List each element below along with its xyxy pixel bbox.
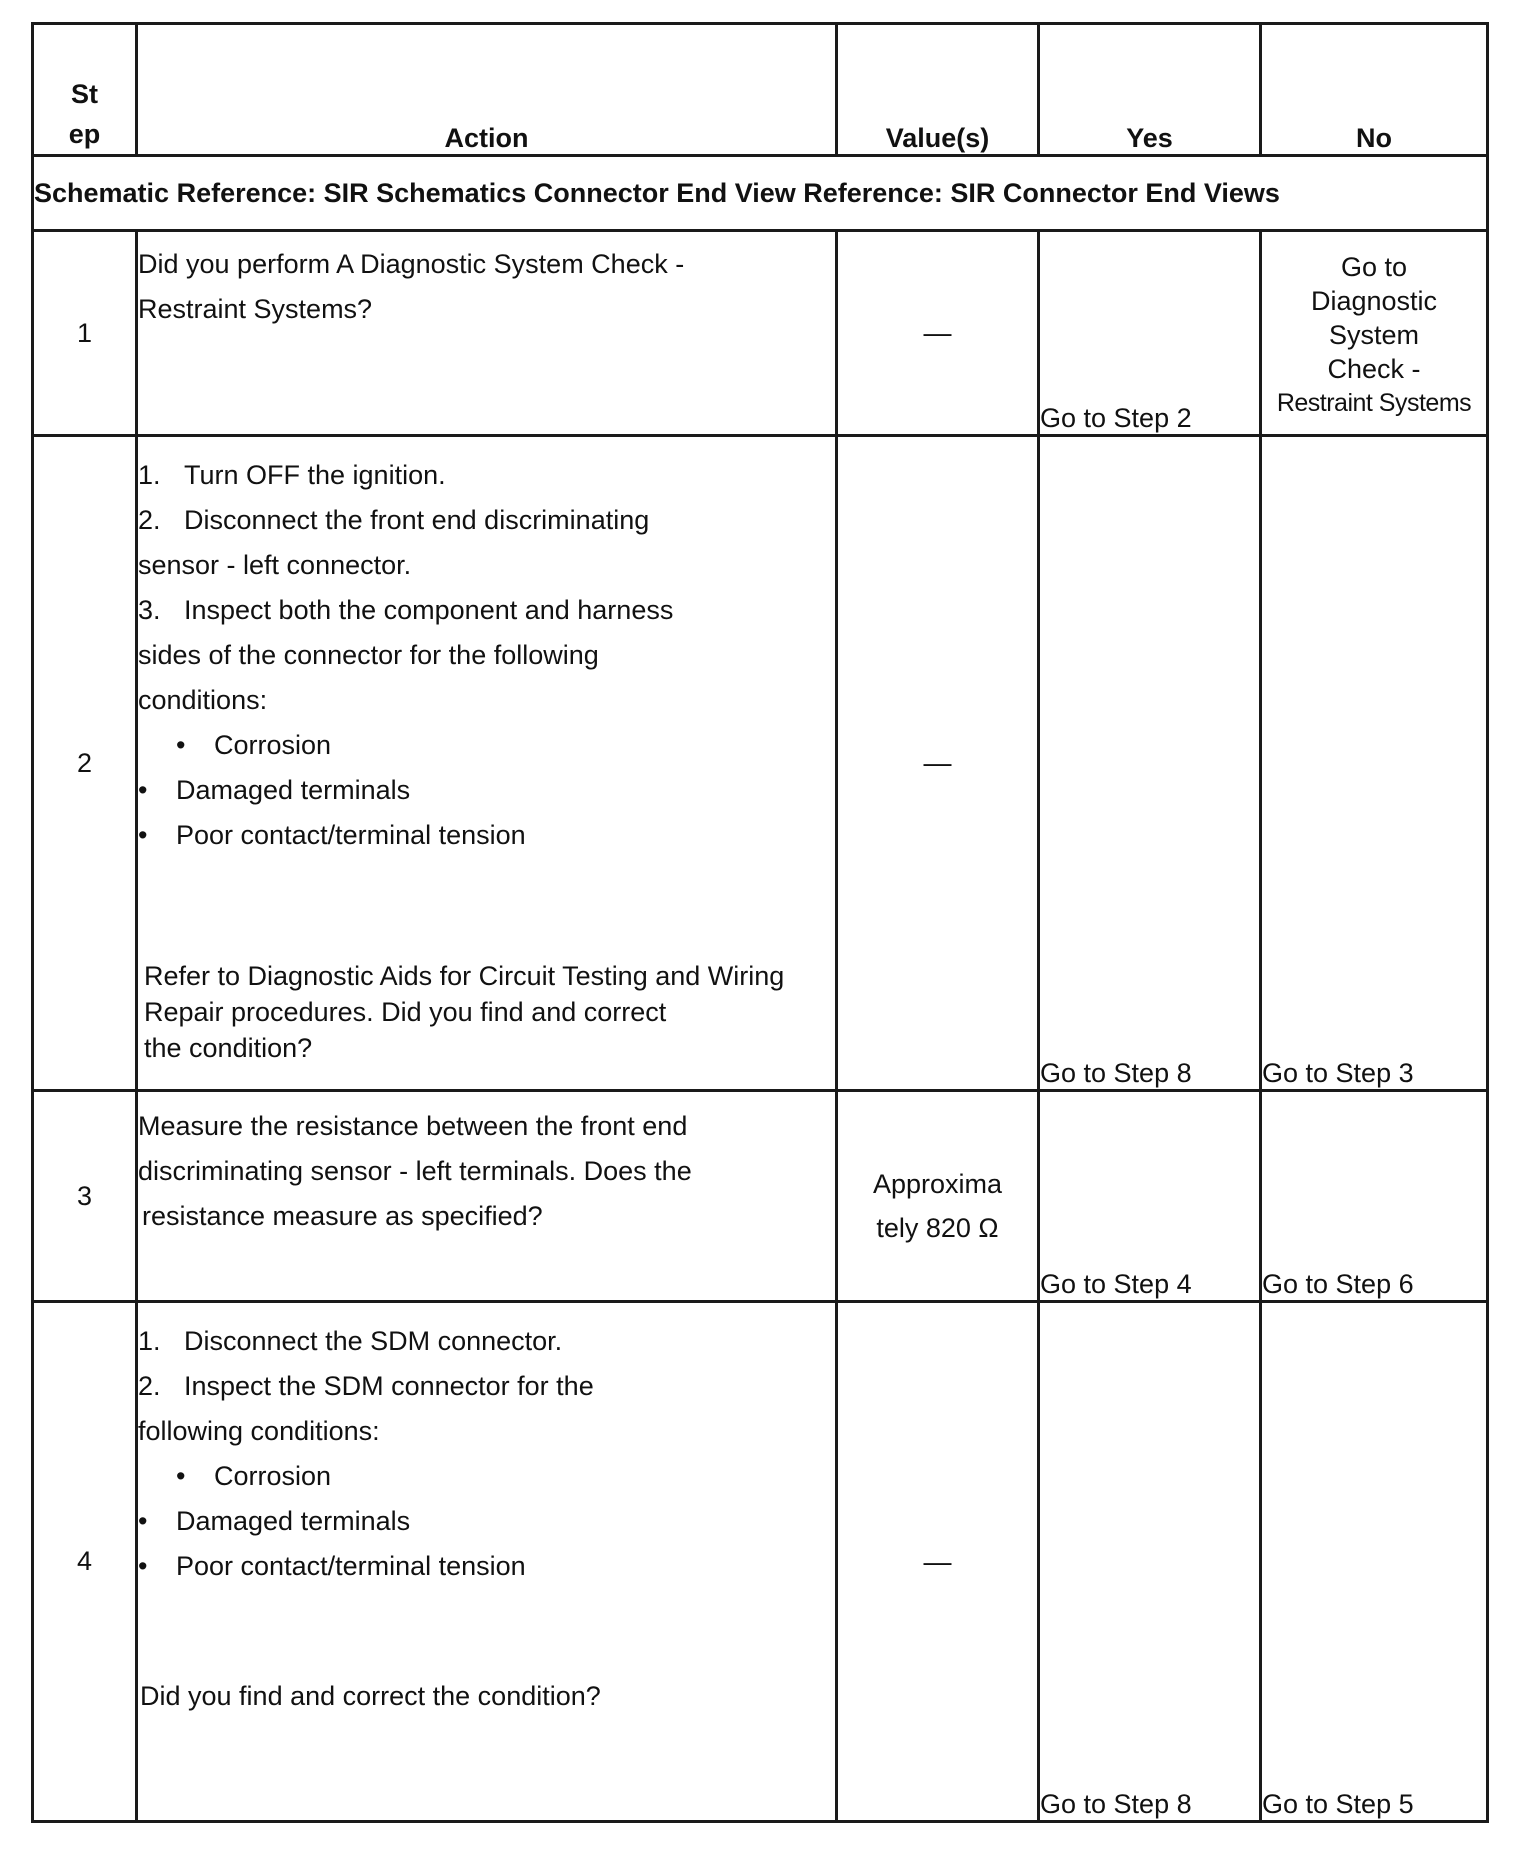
action-cell xyxy=(137,1302,837,1822)
table-row xyxy=(33,1302,1488,1822)
question-line: Repair procedures. Did you find and correct xyxy=(144,997,667,1027)
action-line: discriminating sensor - left terminals. Does the xyxy=(138,1156,692,1186)
no-link[interactable]: Go to Step 6 xyxy=(1261,1091,1488,1302)
value-cell xyxy=(837,1091,1039,1302)
action-cell xyxy=(137,231,837,436)
header-no: No xyxy=(1261,24,1488,156)
action-cell xyxy=(137,436,837,1091)
no-link-line: System xyxy=(1328,320,1420,350)
question-line: the condition? xyxy=(144,1033,313,1063)
no-link-line: Restraint Systems xyxy=(1276,389,1472,417)
header-action: Action xyxy=(137,24,837,156)
step-number: 1 xyxy=(33,231,137,436)
action-line: resistance measure as specified? xyxy=(142,1201,543,1231)
header-row xyxy=(33,24,1488,156)
reference-row xyxy=(33,156,1488,231)
action-line: Restraint Systems? xyxy=(138,294,373,324)
table-row xyxy=(33,231,1488,436)
no-link[interactable] xyxy=(1261,231,1488,436)
no-link[interactable]: Go to Step 5 xyxy=(1261,1302,1488,1822)
bullet-item: • Corrosion xyxy=(176,1461,332,1491)
question-line: Refer to Diagnostic Aids for Circuit Testing and Wiring xyxy=(144,961,785,991)
header-yes: Yes xyxy=(1039,24,1261,156)
bullet-item: • Damaged terminals xyxy=(138,1506,411,1536)
step-number: 3 xyxy=(33,1091,137,1302)
list-item: 2. Inspect the SDM connector for the xyxy=(138,1371,594,1401)
action-line: Measure the resistance between the front end xyxy=(138,1111,688,1141)
bullet-item: • Poor contact/terminal tension xyxy=(138,820,526,850)
list-item-cont: conditions: xyxy=(138,685,268,715)
value-line: Approxima xyxy=(872,1169,1003,1199)
bullet-item: • Damaged terminals xyxy=(138,775,411,805)
yes-link[interactable]: Go to Step 2 xyxy=(1039,231,1261,436)
list-item: 1. Disconnect the SDM connector. xyxy=(138,1326,563,1356)
list-item-cont: sensor - left connector. xyxy=(138,550,412,580)
action-line: Did you perform A Diagnostic System Check - xyxy=(138,249,685,279)
header-values: Value(s) xyxy=(837,24,1039,156)
list-item: 1. Turn OFF the ignition. xyxy=(138,460,446,490)
value-line: tely 820 Ω xyxy=(876,1213,999,1243)
list-item: 3. Inspect both the component and harness xyxy=(138,595,674,625)
no-link-line: Diagnostic xyxy=(1310,286,1438,316)
list-item-cont: sides of the connector for the following xyxy=(138,640,599,670)
bullet-item: • Poor contact/terminal tension xyxy=(138,1551,526,1581)
diagnostic-table xyxy=(31,22,1489,1823)
no-link-line: Go to xyxy=(1340,252,1408,282)
step-number: 2 xyxy=(33,436,137,1091)
yes-link[interactable]: Go to Step 4 xyxy=(1039,1091,1261,1302)
yes-link[interactable]: Go to Step 8 xyxy=(1039,436,1261,1091)
value-cell: — xyxy=(837,231,1039,436)
yes-link[interactable]: Go to Step 8 xyxy=(1039,1302,1261,1822)
no-link[interactable]: Go to Step 3 xyxy=(1261,436,1488,1091)
schematic-reference: Schematic Reference: SIR Schematics Connector End View Reference: SIR Connector End Views xyxy=(33,156,1488,231)
question-line: Did you find and correct the condition? xyxy=(140,1681,601,1711)
table-row xyxy=(33,1091,1488,1302)
no-link-line: Check - xyxy=(1327,354,1421,384)
table-row xyxy=(33,436,1488,1091)
header-step: St ep xyxy=(33,24,137,156)
value-cell: — xyxy=(837,436,1039,1091)
list-item: 2. Disconnect the front end discriminating xyxy=(138,505,650,535)
value-cell: — xyxy=(837,1302,1039,1822)
list-item-cont: following conditions: xyxy=(138,1416,380,1446)
bullet-item: • Corrosion xyxy=(176,730,332,760)
step-number: 4 xyxy=(33,1302,137,1822)
action-cell xyxy=(137,1091,837,1302)
